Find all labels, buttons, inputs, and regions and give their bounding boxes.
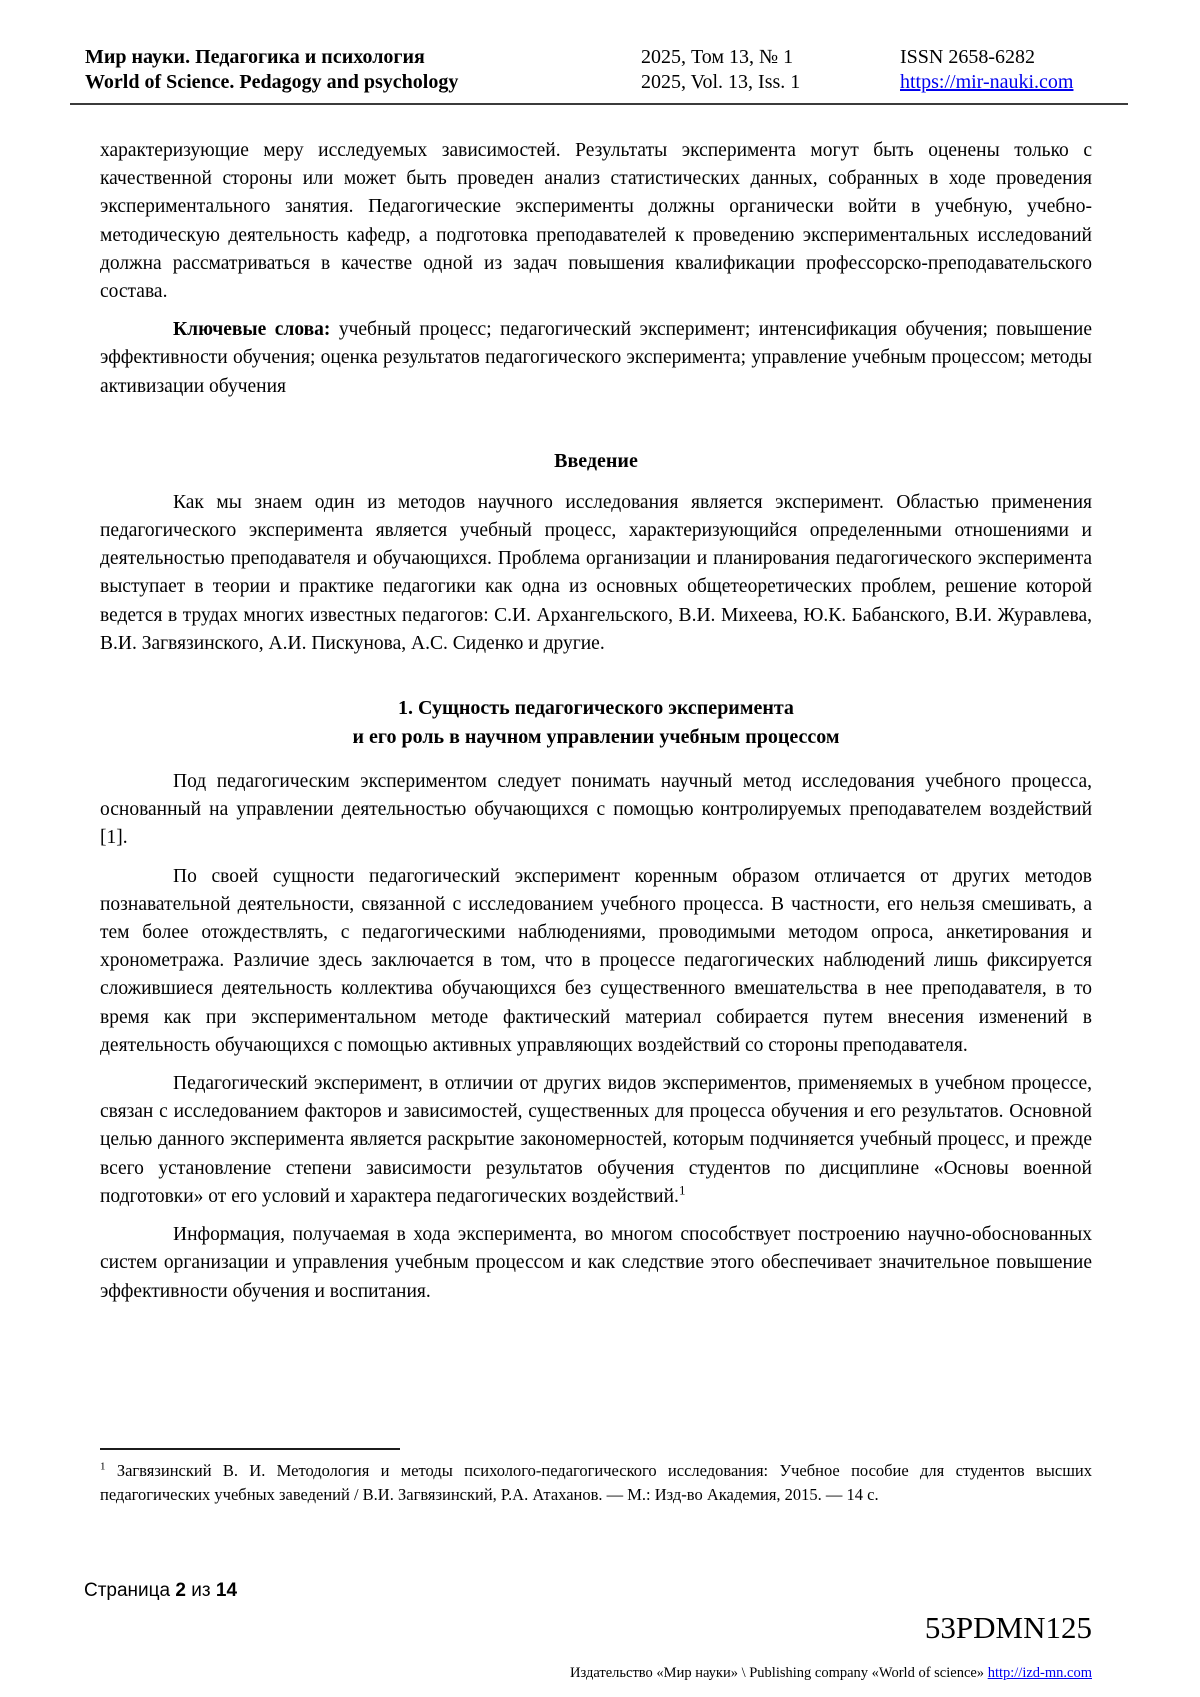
article-body bbox=[100, 137, 1092, 1316]
paragraph-continuation: характеризующие меру исследуемых зависимостей. Результаты эксперимента могут быть оценены только с качественной стороны или может быть проведен анализ статистических данных, собранных в ходе проведения экспериментального занятия. Педагогические эксперименты должны органически войти в учебную, учебно-методическую деятельность кафедр, а подготовка преподавателей к проведению экспериментальных исследований должна рассматриваться в качестве одной из задач повышения квалификации профессорско-преподавательского состава. bbox=[100, 140, 1092, 303]
section1-heading bbox=[100, 694, 1092, 752]
intro-heading: Введение bbox=[554, 449, 638, 472]
keywords-text: учебный процесс; педагогический эксперимент; интенсификация обучения; повышение эффективности обучения; оценка результатов педагогического эксперимента; управление учебным процессом; методы активизации обучения bbox=[100, 319, 1093, 397]
publisher-text: Издательство «Мир науки» \ Publishing company «World of science» bbox=[570, 1665, 988, 1681]
keywords-label: Ключевые слова: bbox=[173, 319, 331, 341]
footnote-text: Загвязинский В. И. Методология и методы психолого-педагогического исследования: Учебное пособие для студентов высших педагогических учебных заведений / В.И. Загвязинский, Р.А. Атаханов. — М.: Изд-во Академия, 2015. — 14 с. bbox=[100, 1461, 1092, 1504]
footnote-ref: 1 bbox=[678, 1182, 686, 1198]
page-header bbox=[70, 45, 1128, 105]
journal-title-ru: Мир науки. Педагогика и психология bbox=[85, 46, 425, 68]
keywords-paragraph bbox=[100, 316, 1092, 401]
section1-heading-line2: и его роль в научном управлении учебным процессом bbox=[352, 726, 840, 749]
section1-paragraph-1: Под педагогическим экспериментом следует понимать научный метод исследования учебного процесса, основанный на управлении деятельностью обучающихся с помощью контролируемых преподавателем воздействий [1]. bbox=[100, 771, 1092, 849]
section1-heading-line1: 1. Сущность педагогического эксперимента bbox=[398, 697, 794, 720]
publisher-link[interactable]: http://izd-mn.com bbox=[987, 1665, 1092, 1681]
article-id: 53PDMN125 bbox=[924, 1610, 1092, 1645]
section1-paragraph-4: Информация, получаемая в хода эксперимента, во многом способствует построению научно-обоснованных систем организации и управления учебным процессом и как следствие этого обеспечивает значительное повышение эффективности обучения и воспитания. bbox=[100, 1224, 1092, 1302]
page-number-total: 14 bbox=[215, 1580, 238, 1601]
issue-info-en: 2025, Vol. 13, Iss. 1 bbox=[641, 71, 801, 93]
footnote-separator bbox=[100, 1448, 400, 1450]
section1-paragraph-3 bbox=[100, 1070, 1092, 1211]
intro-paragraph: Как мы знаем один из методов научного исследования является эксперимент. Областью применения педагогического эксперимента является учебный процесс, характеризующийся определенными отношениями и деятельностью преподавателя и обучающихся. Проблема организации и планирования педагогического эксперимента выступает в теории и практике педагогики как одна из основных общетеоретических проблем, решение которой ведется в трудах многих известных педагогов: С.И. Архангельского, В.И. Михеева, Ю.К. Бабанского, В.И. Журавлева, В.И. Загвязинского, А.И. Пискунова, А.С. Сиденко и другие. bbox=[100, 491, 1092, 654]
issn-label: ISSN 2658-6282 bbox=[900, 46, 1036, 68]
journal-title-en: World of Science. Pedagogy and psychology bbox=[85, 71, 459, 93]
page-number bbox=[84, 1580, 237, 1602]
section1-paragraph-3-text: Педагогический эксперимент, в отличии от других видов экспериментов, применяемых в учебном процессе, связан с исследованием факторов и зависимостей, существенных для процесса обучения и его результатов. Основной целью данного эксперимента является раскрытие закономерностей, которым подчиняется учебный процесс, и прежде всего установление степени зависимости результатов обучения студентов по дисциплине «Основы военной подготовки» от его условий и характера педагогических воздействий. bbox=[100, 1073, 1092, 1207]
journal-site-link[interactable]: https://mir-nauki.com bbox=[900, 71, 1074, 93]
footnote bbox=[100, 1459, 1092, 1506]
issn-block bbox=[900, 45, 1128, 95]
page-number-label: Страница bbox=[84, 1580, 171, 1601]
issue-info-block bbox=[641, 45, 900, 95]
issue-info-ru: 2025, Том 13, № 1 bbox=[641, 46, 794, 68]
footnote-marker: 1 bbox=[100, 1460, 106, 1473]
publisher-line bbox=[570, 1664, 1092, 1682]
section1-paragraph-2: По своей сущности педагогический эксперимент коренным образом отличается от других методов познавательной деятельности, связанной с исследованием учебного процесса. В частности, его нельзя смешивать, а тем более отождествлять, с педагогическими наблюдениями, проводимыми методом опроса, анкетирования и хронометража. Различие здесь заключается в том, что в процессе педагогических наблюдений лишь фиксируется сложившиеся деятельность коллектива обучающихся без существенного вмешательства в нее преподавателя, в то время как при экспериментальном методе фактический материал собирается путем внесения изменений в деятельность обучающихся с помощью активных управляющих воздействий со стороны преподавателя. bbox=[100, 865, 1092, 1056]
page-number-of: из bbox=[191, 1580, 211, 1601]
footnote-block bbox=[100, 1448, 1092, 1506]
page-number-current: 2 bbox=[175, 1580, 186, 1601]
journal-title-block bbox=[70, 45, 641, 95]
